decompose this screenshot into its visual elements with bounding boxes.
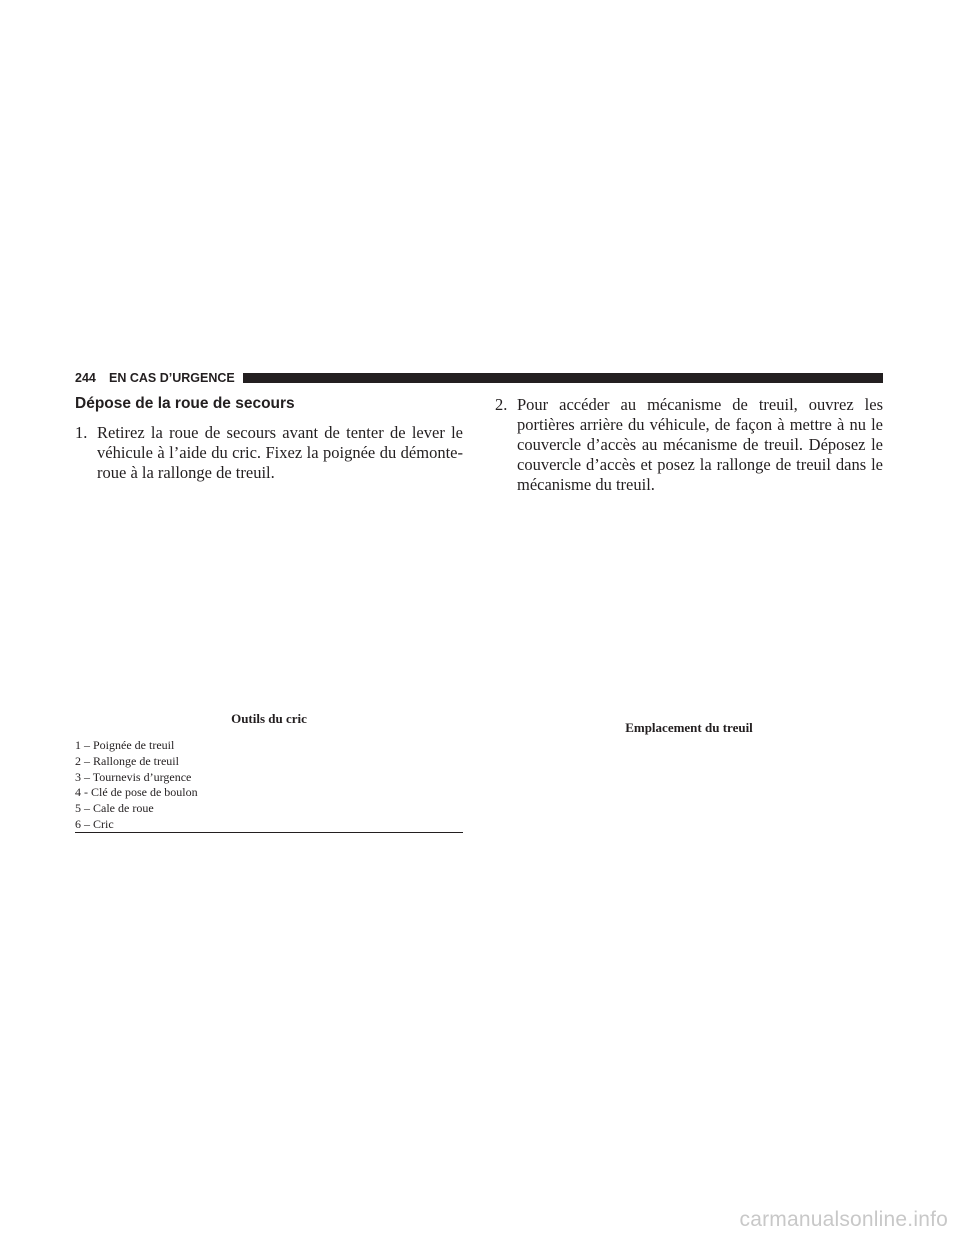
step-1-number: 1. [75, 423, 88, 442]
legend-item: 2 – Rallonge de treuil [75, 753, 179, 768]
page-number: 244 [75, 371, 96, 385]
header-rule [243, 373, 883, 383]
step-2-text: Pour accéder au mécanisme de treuil, ouvrez les portières arrière du véhicule, de façon à mettre à nu le couvercle d’accès au mécanisme de treuil. Déposez le couvercle d’accès et posez la rallonge de treuil dans le mécanisme du treuil. [517, 395, 883, 494]
section-heading: Dépose de la roue de secours [75, 395, 295, 412]
step-1-text: Retirez la roue de secours avant de tenter de lever le véhicule à l’aide du cric. Fixez la poignée du démonte-roue à la rallonge de treuil. [97, 423, 463, 482]
legend-item: 5 – Cale de roue [75, 801, 154, 816]
figure-caption-winch-location: Emplacement du treuil [625, 720, 753, 735]
legend-item: 6 – Cric [75, 816, 114, 831]
legend-item: 1 – Poignée de treuil [75, 738, 175, 752]
figure-legend [75, 738, 463, 833]
legend-item: 4 - Clé de pose de boulon [75, 785, 198, 800]
legend-item: 3 – Tournevis d’urgence [75, 769, 192, 784]
watermark: carmanualsonline.info [739, 1208, 948, 1231]
right-column [495, 395, 883, 495]
page-header [75, 371, 883, 385]
step-1 [75, 423, 463, 483]
legend-divider [75, 832, 463, 833]
section-title: EN CAS D’URGENCE [109, 371, 235, 385]
left-column [75, 395, 463, 483]
step-2-number: 2. [495, 395, 508, 414]
figure-caption-jack-tools: Outils du cric [231, 711, 307, 726]
step-2 [495, 395, 883, 495]
